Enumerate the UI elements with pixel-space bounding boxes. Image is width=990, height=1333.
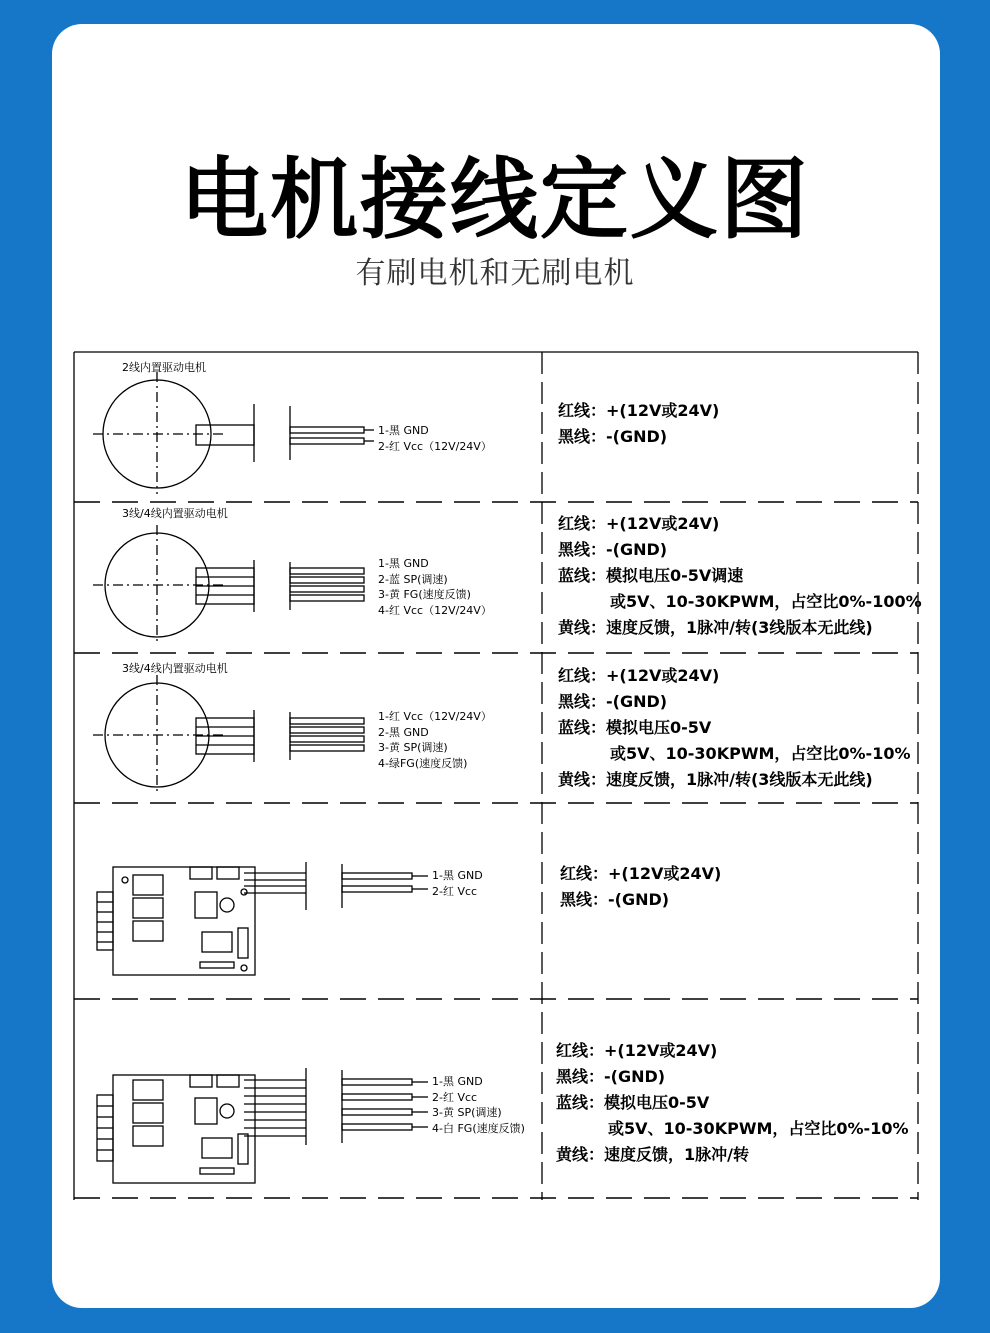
wire-label: 2-红 Vcc — [432, 884, 478, 898]
desc-line: 红线：+(12V或24V) — [556, 1041, 718, 1060]
desc-line: 红线：+(12V或24V) — [558, 401, 720, 420]
desc-line: 或5V、10-30KPWM，占空比0%-100% — [610, 592, 922, 611]
desc-line: 蓝线：模拟电压0-5V — [558, 718, 712, 737]
row-2-wire-labels — [378, 556, 492, 618]
desc-line: 红线：+(12V或24V) — [558, 666, 720, 685]
wire-label: 2-红 Vcc — [432, 1090, 478, 1104]
desc-line: 黄线：速度反馈，1脉冲/转 — [556, 1145, 749, 1164]
motor-4wire-drawing-b — [93, 675, 364, 795]
desc-line: 黑线：-(GND) — [558, 427, 668, 446]
desc-line: 红线：+(12V或24V) — [560, 864, 722, 883]
row-3-caption: 3线/4线内置驱动电机 — [122, 662, 228, 675]
row-3-wire-labels — [378, 709, 492, 771]
wire-label: 4-红 Vcc（12V/24V） — [378, 603, 492, 617]
row-4-wire-labels — [432, 868, 483, 899]
row-1-caption: 2线内置驱动电机 — [122, 361, 206, 374]
motor-4wire-drawing-a — [93, 525, 364, 645]
driver-board-2wire-drawing — [97, 862, 428, 975]
desc-line: 或5V、10-30KPWM，占空比0%-10% — [610, 744, 911, 763]
wire-label: 2-红 Vcc（12V/24V） — [378, 439, 492, 453]
wire-label: 3-黄 SP(调速) — [432, 1106, 502, 1119]
desc-line: 红线：+(12V或24V) — [558, 514, 720, 533]
wire-label: 1-黑 GND — [432, 1075, 483, 1088]
desc-line: 黑线：-(GND) — [558, 692, 668, 711]
driver-board-4wire-drawing — [97, 1068, 428, 1183]
wire-label: 1-红 Vcc（12V/24V） — [378, 710, 492, 723]
page-title: 电机接线定义图 — [179, 148, 810, 251]
desc-line: 黑线：-(GND) — [558, 540, 668, 559]
wire-label: 3-黄 FG(速度反馈) — [378, 588, 471, 601]
row-2-description — [558, 511, 922, 641]
row-5-wire-labels — [432, 1074, 525, 1136]
desc-line: 黄线：速度反馈，1脉冲/转(3线版本无此线) — [558, 618, 873, 637]
wire-label: 2-蓝 SP(调速) — [378, 572, 448, 586]
wire-label: 2-黑 GND — [378, 725, 429, 739]
wire-label: 4-绿FG(速度反馈) — [378, 756, 468, 770]
desc-line: 或5V、10-30KPWM，占空比0%-10% — [608, 1119, 909, 1138]
row-3-description — [558, 663, 911, 793]
row-4-description — [560, 861, 721, 913]
row-5-description — [556, 1038, 909, 1168]
desc-line: 黑线：-(GND) — [560, 890, 670, 909]
wire-label: 1-黑 GND — [432, 869, 483, 882]
desc-line: 蓝线：模拟电压0-5V调速 — [558, 566, 744, 585]
wire-label: 1-黑 GND — [378, 424, 429, 437]
desc-line: 黑线：-(GND) — [556, 1067, 666, 1086]
wire-label: 3-黄 SP(调速) — [378, 741, 448, 754]
wire-label: 4-白 FG(速度反馈) — [432, 1121, 525, 1135]
row-2-caption: 3线/4线内置驱动电机 — [122, 507, 228, 520]
desc-line: 黄线：速度反馈，1脉冲/转(3线版本无此线) — [558, 770, 873, 789]
motor-2wire-drawing — [93, 372, 374, 494]
row-1-description — [558, 398, 719, 450]
desc-line: 蓝线：模拟电压0-5V — [556, 1093, 710, 1112]
row-1-wire-labels — [378, 423, 492, 454]
page-subtitle: 有刷电机和无刷电机 — [355, 256, 635, 291]
wire-label: 1-黑 GND — [378, 557, 429, 570]
